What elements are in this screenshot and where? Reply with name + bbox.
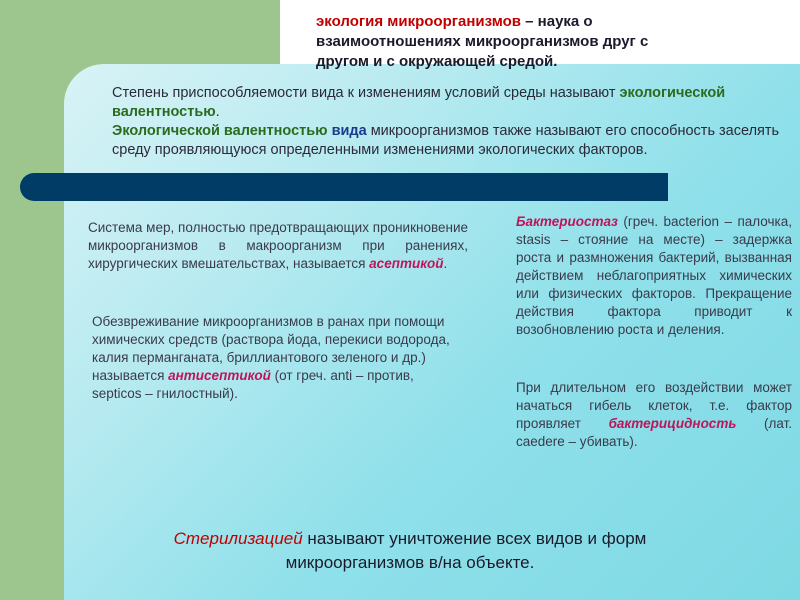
asepsis-end: .: [443, 256, 448, 271]
intro-s2-term: Экологической валентностью: [112, 123, 328, 139]
intro-text: [112, 84, 792, 160]
sterilization-term: Стерилизацией: [173, 529, 303, 548]
bacteriostasis-paragraph: [516, 213, 792, 339]
bacteriostasis-term: Бактериостаз: [516, 214, 618, 229]
antisepsis-paragraph: [92, 313, 452, 403]
asepsis-paragraph: [88, 219, 468, 273]
sterilization-definition: [120, 527, 700, 575]
divider-bar: [20, 173, 668, 201]
intro-sentence-1: [112, 84, 792, 122]
bactericidal-paragraph: [516, 379, 792, 451]
title-rest: – наука о взаимоотношениях микроорганизмов друг с другом и с окружающей средой.: [316, 13, 649, 70]
intro-s1-end: .: [215, 104, 220, 120]
sterilization-rest: называют уничтожение всех видов и форм микроорганизмов в/на объекте.: [285, 529, 647, 572]
intro-s1-term: экологической валентностью: [112, 85, 726, 120]
intro-s2-rest: микроорганизмов также называют его способность заселять среду проявляющуюся определенными изменениями экологических факторов.: [112, 123, 780, 158]
intro-s1-start: Степень приспособляемости вида к изменениям условий среды называют: [112, 85, 620, 101]
title-term: экология микроорганизмов: [316, 13, 521, 30]
bactericidal-term: бактерицидность: [608, 416, 737, 431]
intro-s2-term-vida: вида: [327, 123, 367, 139]
slide-title: [316, 12, 676, 72]
intro-sentence-2: [112, 122, 792, 160]
asepsis-term: асептикой: [369, 256, 444, 271]
bacteriostasis-text: (греч. bacterion – палочка, stasis – стояние на месте) – задержка роста и размножения бактерий, вызванная действием неблагоприятных химических или физических факторов. Прекращение действия фактора приводит к возобновлению роста и деления.: [516, 214, 792, 337]
bactericidal-text: При длительном его воздействии может начаться гибель клеток, т.е. фактор проявляет: [516, 380, 792, 431]
antisepsis-end: (от греч. anti – против, septicos – гнилостный).: [92, 368, 414, 401]
bactericidal-end: (лат. caedere – убивать).: [516, 416, 792, 449]
antisepsis-text: Обезвреживание микроорганизмов в ранах при помощи химических средств (раствора йода, перекиси водорода, калия перманганата, бриллиантового зеленого и др.) называется: [92, 314, 450, 383]
asepsis-text: Система мер, полностью предотвращающих проникновение микроорганизмов в макроорганизм при ранениях, хирургических вмешательствах, называется: [88, 220, 468, 271]
antisepsis-term: антисептикой: [168, 368, 271, 383]
